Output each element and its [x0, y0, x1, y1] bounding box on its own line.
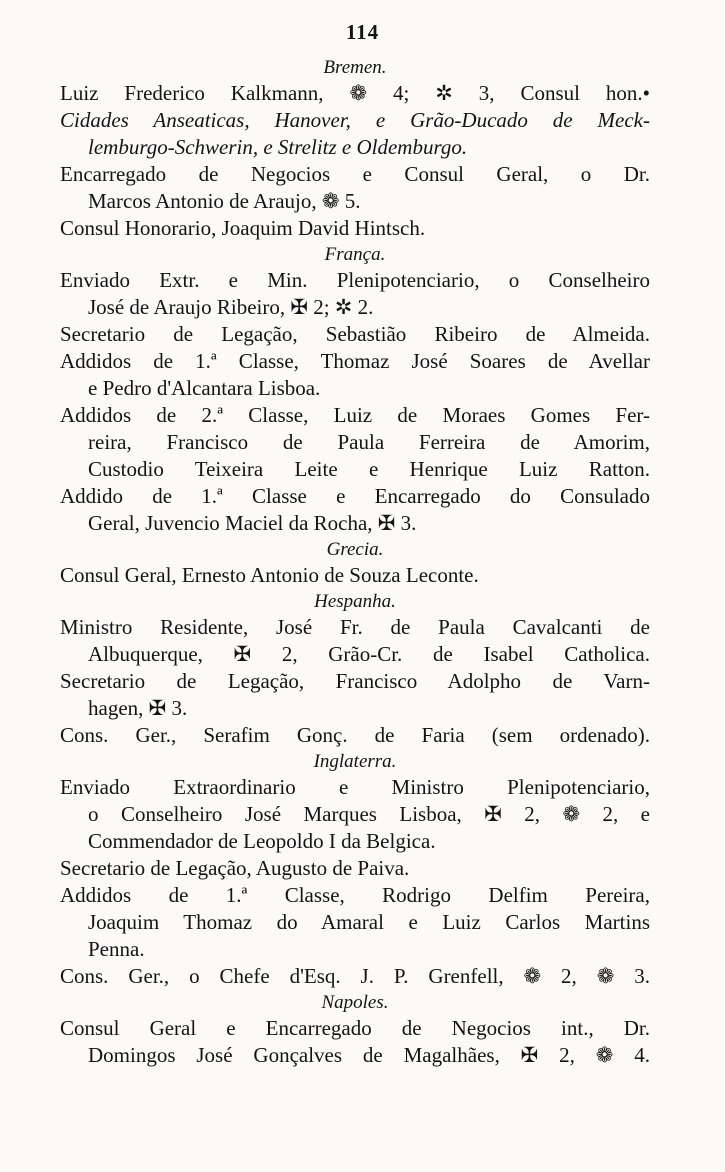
text-line: Joaquim Thomaz do Amaral e Luiz Carlos Martins — [88, 910, 650, 934]
text-line: Cons. Ger., o Chefe d'Esq. J. P. Grenfell, ❁ 2, ❁ 3. — [60, 964, 650, 988]
section-heading-inglaterra: Inglaterra. — [313, 751, 397, 772]
text-line: Ministro Residente, José Fr. de Paula Cavalcanti de — [60, 615, 650, 639]
text-line: Addidos de 1.ª Classe, Rodrigo Delfim Pereira, — [60, 883, 650, 907]
text-line: Marcos Antonio de Araujo, ❁ 5. — [88, 189, 361, 213]
text-line: Penna. — [88, 937, 145, 961]
text-line: Encarregado de Negocios e Consul Geral, o Dr. — [60, 162, 650, 186]
section-heading-franca: França. — [324, 244, 386, 265]
text-line: Enviado Extr. e Min. Plenipotenciario, o Conselheiro — [60, 268, 650, 292]
section-heading-napoles: Napoles. — [321, 992, 389, 1013]
text-line: Secretario de Legação, Augusto de Paiva. — [60, 856, 410, 880]
text-line: Secretario de Legação, Sebastião Ribeiro de Almeida. — [60, 322, 650, 346]
text-line: lemburgo-Schwerin, e Strelitz e Oldemburgo. — [88, 135, 468, 159]
text-line: Domingos José Gonçalves de Magalhães, ✠ 2, ❁ 4. — [88, 1043, 650, 1067]
section-heading-hespanha: Hespanha. — [314, 591, 396, 612]
text-line: Commendador de Leopoldo I da Belgica. — [88, 829, 436, 853]
text-line: o Conselheiro José Marques Lisboa, ✠ 2, ❁ 2, e — [88, 802, 650, 826]
text-line: Geral, Juvencio Maciel da Rocha, ✠ 3. — [88, 511, 417, 535]
text-line: Consul Geral e Encarregado de Negocios int., Dr. — [60, 1016, 650, 1040]
section-heading-bremen: Bremen. — [323, 57, 387, 78]
text-line: Addidos de 2.ª Classe, Luiz de Moraes Gomes Fer- — [60, 403, 650, 427]
document-body — [60, 55, 650, 1069]
text-line: e Pedro d'Alcantara Lisboa. — [88, 376, 321, 400]
text-line: Cons. Ger., Serafim Gonç. de Faria (sem ordenado). — [60, 723, 650, 747]
text-line: José de Araujo Ribeiro, ✠ 2; ✲ 2. — [88, 295, 374, 319]
text-line: Luiz Frederico Kalkmann, ❁ 4; ✲ 3, Consul hon.• — [60, 81, 650, 105]
text-line: Secretario de Legação, Francisco Adolpho de Varn- — [60, 669, 650, 693]
text-line: Custodio Teixeira Leite e Henrique Luiz Ratton. — [88, 457, 650, 481]
text-line: reira, Francisco de Paula Ferreira de Amorim, — [88, 430, 650, 454]
text-line: Enviado Extraordinario e Ministro Plenipotenciario, — [60, 775, 650, 799]
text-line: Consul Honorario, Joaquim David Hintsch. — [60, 216, 426, 240]
text-line: Addidos de 1.ª Classe, Thomaz José Soares de Avellar — [60, 349, 650, 373]
text-line: Addido de 1.ª Classe e Encarregado do Consulado — [60, 484, 650, 508]
text-line: Albuquerque, ✠ 2, Grão-Cr. de Isabel Catholica. — [88, 642, 650, 666]
text-line: Cidades Anseaticas, Hanover, e Grão-Ducado de Meck- — [60, 108, 650, 132]
text-line: Consul Geral, Ernesto Antonio de Souza Leconte. — [60, 563, 479, 587]
page-number: 114 — [345, 20, 380, 44]
section-heading-grecia: Grecia. — [326, 539, 384, 560]
text-line: hagen, ✠ 3. — [88, 696, 188, 720]
